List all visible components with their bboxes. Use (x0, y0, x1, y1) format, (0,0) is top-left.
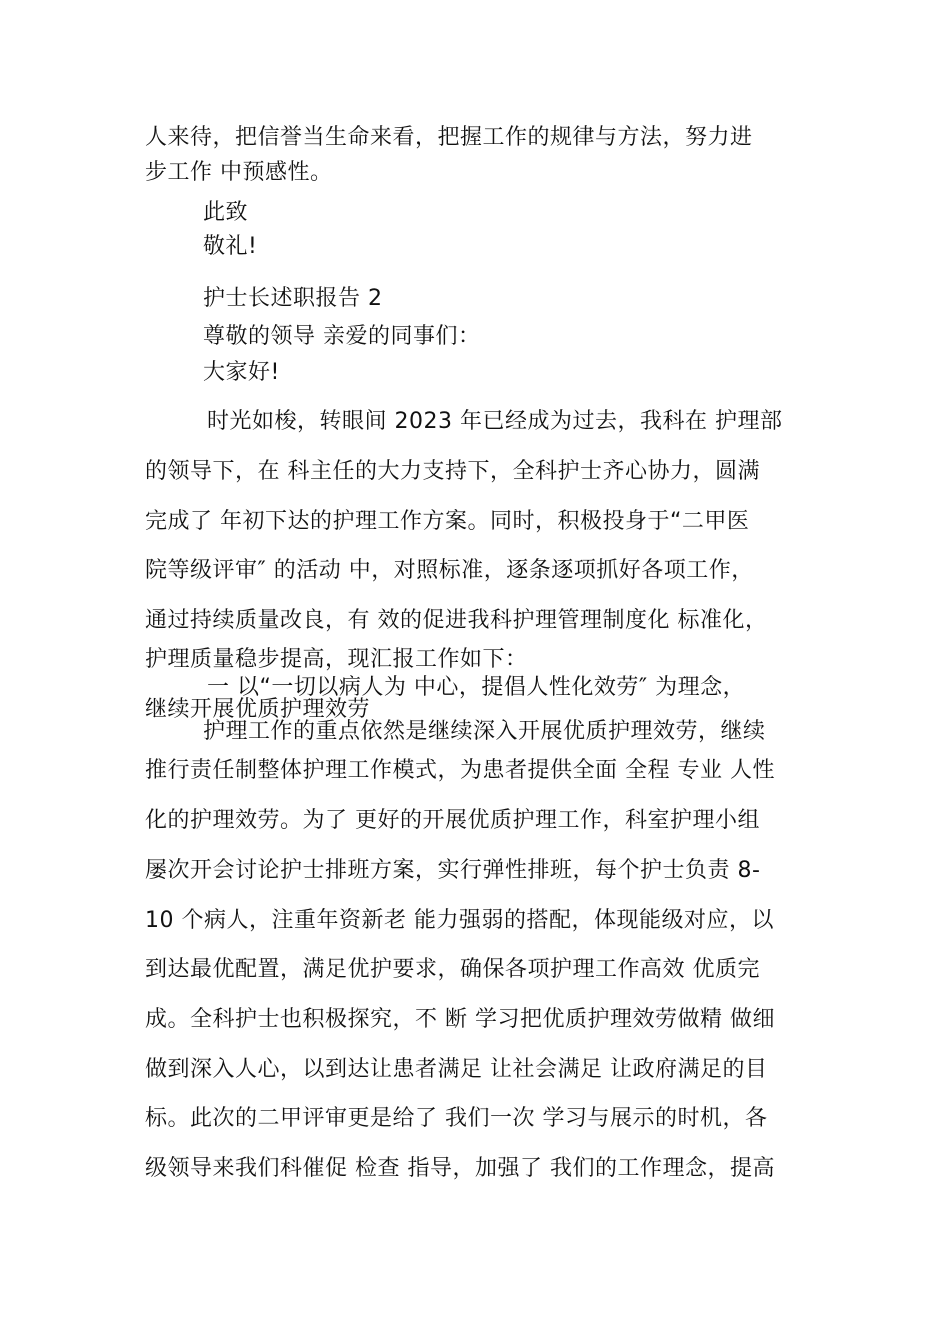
text-line: 化的护理效劳。为了 更好的开展优质护理工作，科室护理小组 (145, 808, 760, 833)
text-line: 标。此次的二甲评审更是给了 我们一次 学习与展示的时机，各 (145, 1106, 768, 1131)
text-line: 级领导来我们科催促 检查 指导，加强了 我们的工作理念，提高 (145, 1156, 775, 1181)
text-line: 的领导下，在 科主任的大力支持下，全科护士齐心协力，圆满 (145, 459, 760, 484)
text-line: 时光如梭，转眼间 2023 年已经成为过去，我科在 护理部 (207, 409, 783, 434)
greeting-line: 尊敬的领导 亲爱的同事们： (203, 324, 481, 349)
text-line: 到达最优配置，满足优护要求，确保各项护理工作高效 优质完 (145, 957, 760, 982)
text-line: 护理工作的重点依然是继续深入开展优质护理效劳，继续 (203, 719, 766, 744)
text-line: 10 个病人，注重年资新老 能力强弱的搭配，体现能级对应，以 (145, 908, 774, 933)
text-line: 推行责任制整体护理工作模式，为患者提供全面 全程 专业 人性 (145, 758, 775, 783)
text-line: 做到深入人心，以到达让患者满足 让社会满足 让政府满足的目 (145, 1057, 768, 1082)
text-line: 屡次开会讨论护士排班方案，实行弹性排班，每个护士负责 8- (145, 858, 761, 883)
text-line: 通过持续质量改良，有 效的促进我科护理管理制度化 标准化， (145, 608, 768, 633)
section-heading: 继续开展优质护理效劳 (145, 697, 371, 722)
closing-salutation: 此致 (203, 200, 249, 225)
text-line: 人来待，把信誉当生命来看，把握工作的规律与方法，努力进 (145, 125, 753, 150)
text-line: 完成了 年初下达的护理工作方案。同时，积极投身于“二甲医 (145, 509, 750, 534)
text-line: 护理质量稳步提高，现汇报工作如下： (145, 647, 528, 672)
text-line: 院等级评审″ 的活动 中，对照标准，逐条逐项抓好各项工作， (145, 558, 754, 583)
closing-regards: 敬礼! (203, 234, 258, 259)
report-title: 护士长述职报告 2 (203, 286, 383, 311)
text-line: 步工作 中预感性。 (145, 160, 333, 185)
text-line: 成。全科护士也积极探究，不 断 学习把优质护理效劳做精 做细 (145, 1007, 775, 1032)
section-heading: 一 以“一切以病人为 中心，提倡人性化效劳″ 为理念， (207, 675, 746, 700)
greeting-line: 大家好! (203, 360, 280, 385)
